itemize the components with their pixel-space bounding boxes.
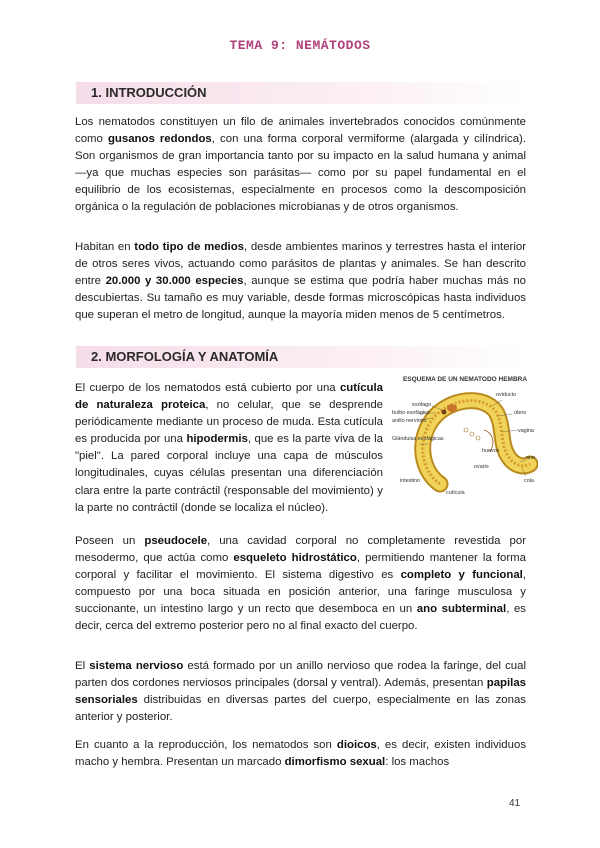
egg <box>464 428 468 432</box>
label-intestino: intestino <box>400 478 421 484</box>
label-glandulas: Glándulas esofágicas <box>392 436 444 442</box>
emphasis-text: esqueleto hidrostático <box>233 552 357 565</box>
label-utero: útero <box>514 410 527 416</box>
label-ano: ano <box>526 455 535 461</box>
emphasis-text: pseudocele <box>144 535 208 547</box>
page-title: TEMA 9: NEMÁTODOS <box>229 38 371 53</box>
emphasis-text: todo tipo de medios <box>134 241 245 253</box>
paragraph-morfologia-4 <box>75 737 526 771</box>
body-text: El <box>75 660 90 672</box>
body-text: , una cavidad corporal no completamente revestida por mesodermo, que actúa como <box>75 535 526 565</box>
label-oviducto: oviducto <box>496 392 517 398</box>
body-text: , con una forma corporal vermiforme (alargada y cilíndrica). Son organismos de gran importancia tanto por su impacto en la salud humana y animal —ya que muchas especies son parásitas— como por su papel fundamental en el equilibrio de los ecosistemas, especialmente en procesos como la descomposición orgánica o la regulación de poblaciones microbianas y de otros organismos. <box>75 133 526 214</box>
label-vagina: vagina <box>518 428 534 434</box>
emphasis-text: ano subterminal <box>416 603 507 616</box>
body-text: , compuesto por una boca situada en posición anterior, una faringe musculosa y succionante, un intestino largo y un recto que desemboca en un <box>75 569 526 616</box>
emphasis-text: cutícula de naturaleza proteica <box>75 382 383 412</box>
nematode-diagram <box>392 372 538 502</box>
nerve-ring <box>442 410 447 415</box>
body-text: , aunque se estima que podría haber muchas más no descubiertas. Su tamaño es muy variable, desde formas microscópicas hasta individuos que superan el metro de longitud, aunque la mayoría miden menos de 5 centímetros. <box>75 275 526 322</box>
egg <box>470 432 474 436</box>
label-ovario: ovario <box>474 464 489 470</box>
body-text: Los nematodos constituyen un filo de animales invertebrados conocidos comúnmente como <box>75 116 526 146</box>
paragraph-morfologia-2 <box>75 533 526 636</box>
paragraph-morfologia-3 <box>75 658 526 726</box>
body-text: Habitan en <box>75 241 135 253</box>
emphasis-text: completo y funcional <box>400 569 523 582</box>
label-anillo: anillo nervioso <box>392 418 427 424</box>
emphasis-text: gusanos redondos <box>107 133 212 146</box>
body-text: está formado por un anillo nervioso que rodea la faringe, del cual parten dos cordones nerviosos principales (dorsal y ventral). Además, presentan <box>75 660 526 690</box>
body-text: El cuerpo de los nematodos está cubierto por una <box>75 382 340 394</box>
label-bulbo: bulbo esofágico <box>392 410 430 416</box>
body-text: En cuanto a la reproducción, los nematodos son <box>75 739 337 751</box>
emphasis-text: dioicos <box>336 739 377 751</box>
body-text: : los machos <box>385 756 450 769</box>
nematode-illustration <box>392 372 538 502</box>
body-text: , permitiendo mantener la forma corporal y facilitar el movimiento. El sistema digestivo es <box>75 552 526 582</box>
paragraph-intro-1 <box>75 114 526 217</box>
emphasis-text: papilas sensoriales <box>75 677 526 707</box>
body-text: , que es la parte viva de la "piel". La pared corporal incluye una capa de músculos longitudinales, cuyas células presentan una diferenciación clara entre la parte contráctil (responsable del movimiento) y la parte no contráctil (donde se localiza el núcleo). <box>75 433 383 514</box>
body-text: Poseen un <box>75 535 145 547</box>
emphasis-text: 20.000 y 30.000 especies <box>105 275 244 288</box>
section-heading-morfologia: 2. MORFOLOGÍA Y ANATOMÍA <box>76 346 526 368</box>
pharyngeal-bulb <box>447 404 457 412</box>
body-text: , no celular, que se desprende periódicamente mediante un proceso de muda. Esta cutícula es producida por una <box>75 399 383 446</box>
paragraph-intro-2 <box>75 239 526 324</box>
page-number: 41 <box>509 798 521 809</box>
body-text: distribuidas en diversas partes del cuerpo, especialmente en las zonas anterior y posterior. <box>75 694 526 724</box>
emphasis-text: dimorfismo sexual <box>284 756 386 769</box>
section-heading-introduccion: 1. INTRODUCCIÓN <box>76 82 526 104</box>
emphasis-text: hipodermis <box>186 433 248 446</box>
paragraph-morfologia-1 <box>75 380 383 517</box>
body-text: , es decir, existen individuos macho y hembra. Presentan un marcado <box>75 739 527 769</box>
egg <box>476 436 480 440</box>
emphasis-text: sistema nervioso <box>89 660 184 672</box>
body-text: , es decir, cerca del extremo posterior pero no al final exacto del cuerpo. <box>75 603 526 633</box>
figure-caption: ESQUEMA DE UN NEMATODO HEMBRA <box>402 376 528 383</box>
label-esofago: esófago <box>412 402 432 408</box>
label-cuticula: cutícula <box>446 490 465 496</box>
label-huevos: huevos <box>482 448 500 454</box>
body-text: , desde ambientes marinos y terrestres hasta el interior de otros seres vivos, actuando como parásitos de plantas y animales. Se han descrito entre <box>75 241 526 288</box>
label-cola: cola <box>524 478 534 484</box>
